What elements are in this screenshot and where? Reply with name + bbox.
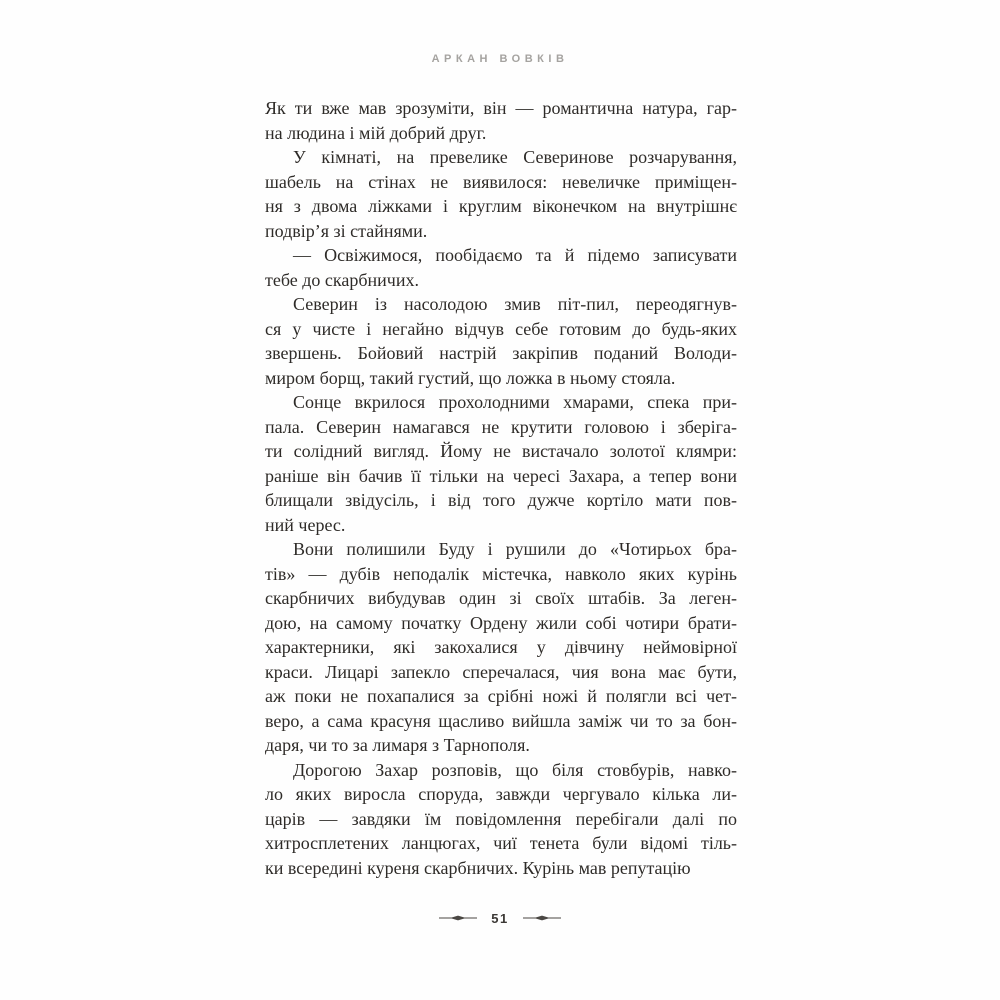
text-line: на людина і мій добрий друг.: [265, 122, 487, 143]
text-line: даря, чи то за лимаря з Тарнополя.: [265, 735, 530, 755]
text-line: звершень. Бойовий настрій закріпив поданий Володи-: [265, 343, 737, 363]
text-line: миром борщ, такий густий, що ложка в ньому стояла.: [265, 367, 676, 388]
text-line: — Освіжимося, пообідаємо та й підемо записувати: [293, 245, 737, 265]
text-line: ло яких виросла споруда, завжди чергувало кілька ли-: [265, 784, 737, 804]
text-line: подвір’я зі стайнями.: [265, 220, 428, 241]
text-line: дою, на самому початку Ордену жили собі чотири брати-: [265, 612, 737, 633]
text-line: блищали звідусіль, і від того дужче кортіло мати пов-: [265, 490, 737, 510]
text-line: тебе до скарбничих.: [265, 269, 419, 290]
text-line: Северин із насолодою змив піт-пил, переодягнув-: [293, 294, 737, 314]
text-line: раніше він бачив її тільки на чересі Захара, а тепер вони: [265, 465, 737, 486]
dash-diamond-rule-left-icon: [439, 914, 477, 922]
text-line: скарбничих вибудував один зі своїх штабів. За леген-: [265, 588, 737, 608]
text-line: Як ти вже мав зрозуміти, він — романтична натура, гар-: [265, 98, 737, 118]
text-line: царів — завдяки їм повідомлення перебігали далі по: [265, 808, 737, 829]
text-line: краси. Лицарі запекло сперечалася, чия вона має бути,: [265, 661, 737, 682]
text-line: ний черес.: [265, 514, 346, 535]
page-number: 51: [491, 911, 509, 926]
text-line: тів» — дубів неподалік містечка, навколо яких курінь: [265, 563, 737, 584]
text-line: ня з двома ліжками і круглим віконечком на внутрішнє: [265, 196, 737, 216]
dash-diamond-rule-right-icon: [523, 914, 561, 922]
running-header: АРКАН ВОВКІВ: [431, 53, 569, 65]
text-line: Вони полишили Буду і рушили до «Чотирьох бра-: [293, 539, 737, 559]
text-line: характерники, які закохалися у дівчину неймовірної: [265, 637, 737, 657]
page-footer: [0, 911, 1000, 925]
text-line: Сонце вкрилося прохолодними хмарами, спека при-: [293, 392, 737, 412]
text-line: веро, а сама красуня щасливо вийшла заміж чи то за бон-: [265, 710, 737, 731]
text-line: шабель на стінах не виявилося: невеличке приміщен-: [265, 171, 737, 192]
text-line: пала. Северин намагався не крутити головою і зберіга-: [265, 416, 737, 437]
text-line: хитросплетених ланцюгах, чиї тенета були відомі тіль-: [265, 833, 737, 853]
text-line: аж поки не похапалися за срібні ножі й полягли всі чет-: [265, 686, 737, 706]
text-block: [265, 96, 737, 880]
text-line: Дорогою Захар розповів, що біля стовбурів, навко-: [293, 759, 737, 780]
text-line: ся у чисте і негайно відчув себе готовим до будь-яких: [265, 318, 737, 339]
text-line: ти солідний вигляд. Йому не вистачало золотої клямри:: [265, 441, 737, 461]
text-line: ки всередині куреня скарбничих. Курінь мав репутацію: [265, 857, 691, 878]
text-line: У кімнаті, на превелике Северинове розчарування,: [293, 147, 737, 167]
